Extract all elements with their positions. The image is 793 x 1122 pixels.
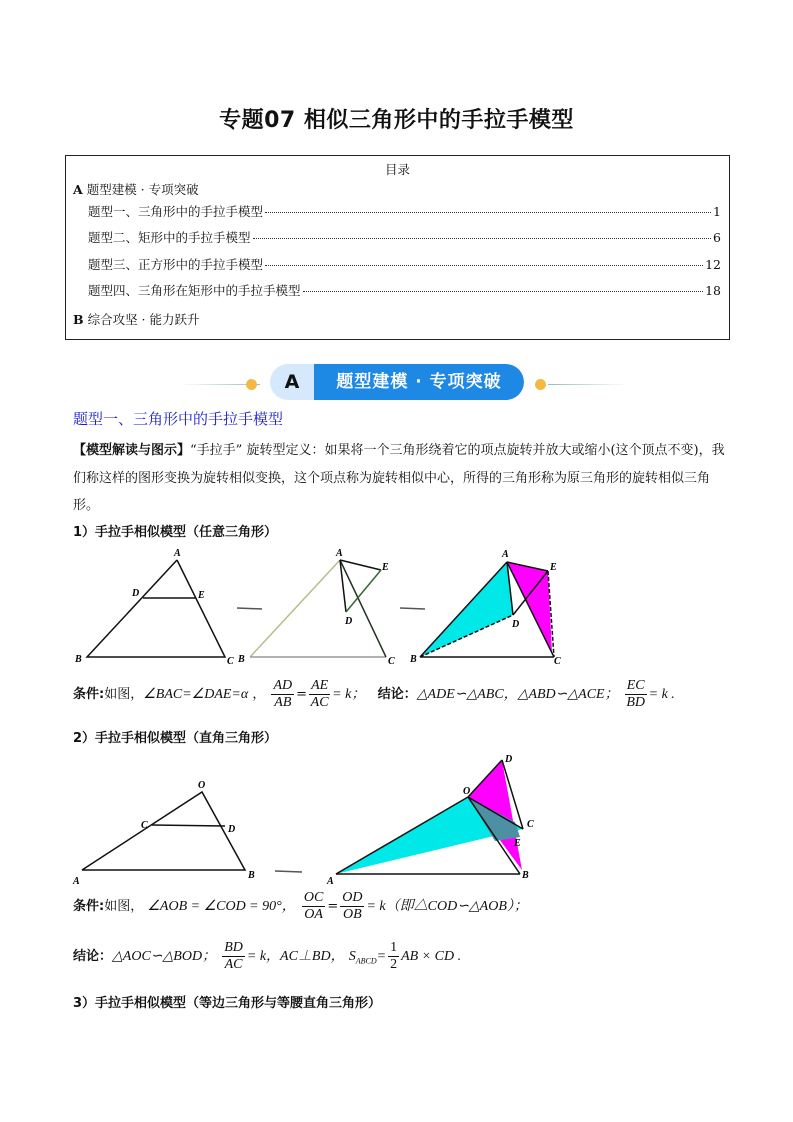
- model1-figures: [70, 540, 580, 670]
- label-d: D: [132, 588, 140, 599]
- intro-paragraph: 【模型解读与图示】“手拉手” 旋转型定义：如果将一个三角形绕着它的项点旋转并放大或缩小(这个顶点不变)，我们称这样的图形变换为旋转相似变换，这个项点称为旋转相似中心，所得的三角形称为原三角形的旋转相似三角形。: [73, 443, 725, 513]
- model1-condition: 条件:如图，∠BAC=∠DAE=α ， $\frac{AD}{AB}$ = $\frac{AE}{AC}$ = k； 结论：△ADE∽△ABC，△ABD∽△ACE； $\frac{EC}{BD}$ = k .: [73, 678, 675, 710]
- label-e: E: [382, 562, 389, 573]
- toc-section-a[interactable]: A 题型建模 · 专项突破: [73, 182, 199, 197]
- toc-item[interactable]: 题型一、三角形中的手拉手模型 1: [88, 204, 721, 219]
- model2-figures: [70, 750, 560, 890]
- label-b: B: [522, 870, 529, 881]
- label-e: E: [198, 590, 205, 601]
- dot-icon: [535, 379, 546, 390]
- label-b: B: [248, 870, 255, 881]
- label-a: A: [327, 876, 334, 887]
- banner-label: 题型建模 · 专项突破: [314, 364, 524, 400]
- model1-title: 1）手拉手相似模型（任意三角形）: [73, 525, 278, 540]
- section-banner: [180, 364, 620, 400]
- page-title: 专题07 相似三角形中的手拉手模型: [219, 108, 574, 133]
- label-b: B: [238, 654, 245, 665]
- label-o: O: [198, 780, 206, 791]
- model3-title: 3）手拉手相似模型（等边三角形与等腰直角三角形）: [73, 996, 382, 1011]
- label-b: B: [75, 654, 82, 665]
- label-a: A: [73, 876, 80, 887]
- toc-section-b[interactable]: B 综合攻坚 · 能力跃升: [73, 312, 200, 327]
- table-of-contents: [65, 155, 730, 340]
- label-d: D: [505, 754, 513, 765]
- toc-item[interactable]: 题型三、正方形中的手拉手模型 12: [88, 257, 721, 272]
- label-b: B: [410, 654, 417, 665]
- toc-heading: 目录: [384, 162, 410, 177]
- label-c: C: [388, 656, 395, 667]
- banner-letter: A: [284, 371, 300, 393]
- label-c: C: [554, 656, 561, 667]
- label-a: A: [174, 548, 181, 559]
- toc-item[interactable]: 题型四、三角形在矩形中的手拉手模型 18: [88, 283, 721, 298]
- label-a: A: [336, 548, 343, 559]
- section-heading: 题型一、三角形中的手拉手模型: [73, 410, 284, 428]
- label-c: C: [141, 820, 148, 831]
- dot-icon: [246, 379, 257, 390]
- toc-item[interactable]: 题型二、矩形中的手拉手模型 6: [88, 230, 721, 245]
- label-d: D: [512, 619, 520, 630]
- label-o: O: [463, 786, 471, 797]
- label-d: D: [345, 616, 353, 627]
- label-c: C: [527, 819, 534, 830]
- label-c: C: [227, 656, 234, 667]
- label-d: D: [228, 824, 236, 835]
- model2-conclusion: 结论：△AOC∽△BOD； $\frac{BD}{AC}$ = k，AC⊥BD， $S_{ABCD}=$ $\frac{1}{2}$ AB × CD .: [73, 940, 462, 972]
- model2-condition: 条件:如图， ∠AOB = ∠COD = 90°， $\frac{OC}{OA}$ = $\frac{OD}{OB}$ = k（即△COD∽△AOB）；: [73, 890, 528, 922]
- label-e: E: [514, 838, 521, 849]
- label-a: A: [502, 549, 509, 560]
- model2-title: 2）手拉手相似模型（直角三角形）: [73, 731, 278, 746]
- label-e: E: [550, 562, 557, 573]
